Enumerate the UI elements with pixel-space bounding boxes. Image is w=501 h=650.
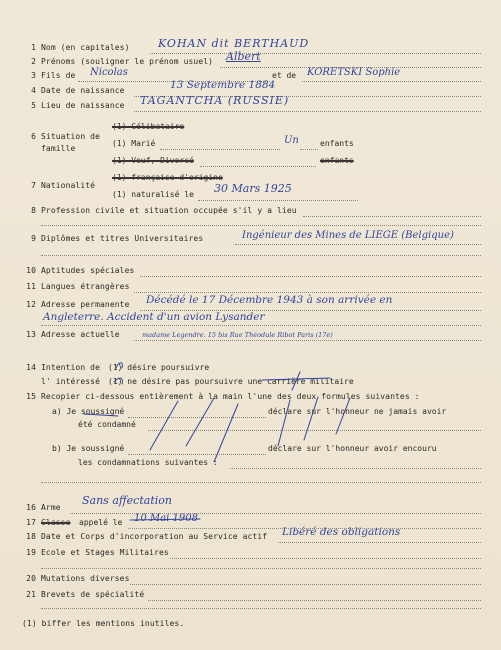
field-number: 19: [26, 548, 36, 557]
field-profession: [0, 205, 501, 219]
field-number: 8: [31, 206, 36, 215]
appele-value: 10 Mai 1908: [134, 513, 198, 524]
field-number: 4: [31, 86, 36, 95]
formula-a-text: déclare sur l'honneur ne jamais avoir: [268, 407, 447, 416]
field-label: Recopier ci-dessous entièrement à la main l'une des deux formules suivantes :: [41, 392, 420, 401]
option-celibataire: (1) Célibataire: [112, 122, 185, 131]
field-label: appelé le: [79, 518, 123, 527]
formula-a-start: a) Je soussigné: [52, 407, 125, 416]
field-arme: [0, 494, 501, 516]
field-number: 5: [31, 101, 36, 110]
field-incorporation: [0, 526, 501, 545]
field-prenoms: [0, 50, 501, 70]
adresse-permanente-value-2: Angleterre. Accident d'un avion Lysander: [43, 311, 265, 323]
diplomes-value: Ingénieur des Mines de LIEGE (Belgique): [242, 230, 454, 241]
children-count-value: Un: [284, 135, 299, 146]
field-label: Mutations diverses: [41, 574, 130, 583]
footnote: (1) biffer les mentions inutiles.: [22, 619, 185, 628]
field-label: Adresse permanente: [41, 300, 130, 309]
adresse-actuelle-value: madame Legendre. 15 bis Rue Théodule Ribot Paris (17e): [142, 331, 333, 339]
option-marie: (1) Marié: [112, 139, 156, 148]
field-number: 10: [26, 266, 36, 275]
field-adresse-actuelle: [0, 329, 501, 343]
field-label: l' intéressé: [41, 377, 100, 386]
field-label: Situation de: [41, 132, 100, 141]
field-number: 20: [26, 574, 36, 583]
birthdate-value: 13 Septembre 1884: [170, 79, 276, 91]
strike-mark: [304, 397, 318, 440]
field-number: 1: [31, 43, 36, 52]
naturalisation-date-value: 30 Mars 1925: [214, 182, 292, 195]
incorporation-value: Libéré des obligations: [282, 526, 401, 538]
field-number: 11: [26, 282, 36, 291]
field-label: Adresse actuelle: [41, 330, 120, 339]
field-label: Fils de: [41, 71, 76, 80]
formula-b-text: déclare sur l'honneur avoir encouru: [268, 444, 437, 453]
field-number: 18: [26, 532, 36, 541]
father-value: Nicolas: [90, 67, 128, 78]
field-number: 3: [31, 71, 36, 80]
field-label: Langues étrangères: [41, 282, 130, 291]
field-number: 12: [26, 300, 36, 309]
field-brevets: [0, 589, 501, 603]
field-label: Nom (en capitales): [41, 43, 130, 52]
field-label: Diplômes et titres Universitaires: [41, 234, 204, 243]
field-label: Arme: [41, 503, 61, 512]
option-desire: (1) désire poursuivre: [108, 363, 210, 372]
formula-b-end: les condamnations suivantes :: [78, 458, 218, 467]
field-number: 6: [31, 132, 36, 141]
field-langues: [0, 281, 501, 295]
field-number: 13: [26, 330, 36, 339]
children-label-2: enfants: [320, 156, 354, 165]
field-number: 15: [26, 392, 36, 401]
option-francaise: (1) française d'origine: [112, 173, 223, 182]
field-label: Nationalité: [41, 181, 96, 190]
adresse-permanente-value: Décédé le 17 Décembre 1943 à son arrivée en: [146, 294, 393, 306]
field-label: Prénoms (souligner le prénom usuel): [41, 57, 214, 66]
field-number: 17: [26, 518, 36, 527]
strike-mark: [150, 401, 178, 450]
field-diplomes: [0, 230, 501, 247]
field-label: Lieu de naissance: [41, 101, 125, 110]
field-number: 14: [26, 363, 36, 372]
field-number: 21: [26, 590, 36, 599]
field-label: famille: [41, 144, 76, 153]
field-aptitudes: [0, 265, 501, 279]
formula-a-end: été condamné: [78, 420, 136, 429]
option-veuf-divorce: (1) Veuf, Divorcé: [112, 156, 194, 165]
field-label-struck: Classe: [41, 518, 71, 527]
field-label: Intention de: [41, 363, 100, 372]
birthplace-value: TAGANTCHA (RUSSIE): [140, 94, 290, 107]
option-naturalise: (1) naturalisé le: [112, 190, 194, 199]
field-mutations: [0, 573, 501, 587]
field-label: Ecole et Stages Militaires: [41, 548, 169, 557]
field-number: 9: [31, 234, 36, 243]
field-number: 16: [26, 503, 36, 512]
field-classe: [0, 513, 501, 531]
field-ecole: [0, 547, 501, 561]
field-label-mid: et de: [272, 71, 297, 80]
nom-value: KOHAN dit BERTHAUD: [158, 37, 310, 50]
prenom-value: Albert: [226, 50, 261, 63]
field-number: 7: [31, 181, 36, 190]
field-lieu-naissance: [0, 94, 501, 114]
field-label: Aptitudes spéciales: [41, 266, 135, 275]
children-label: enfants: [320, 139, 354, 148]
strike-mark: [186, 398, 214, 446]
field-label: Date de naissance: [41, 86, 125, 95]
mother-value: KORETSKI Sophie: [307, 67, 401, 78]
field-label: Profession civile et situation occupée s'il y a lieu: [41, 206, 297, 215]
field-label: Brevets de spécialité: [41, 590, 145, 599]
formula-b-start: b) Je soussigné: [52, 444, 125, 453]
option-ne-desire-pas: (1) ne désire pas poursuivre une carrière militaire: [108, 377, 354, 386]
field-label: Date et Corps d'incorporation au Service actif: [41, 532, 268, 541]
field-number: 2: [31, 57, 36, 66]
arme-value: Sans affectation: [82, 494, 172, 507]
